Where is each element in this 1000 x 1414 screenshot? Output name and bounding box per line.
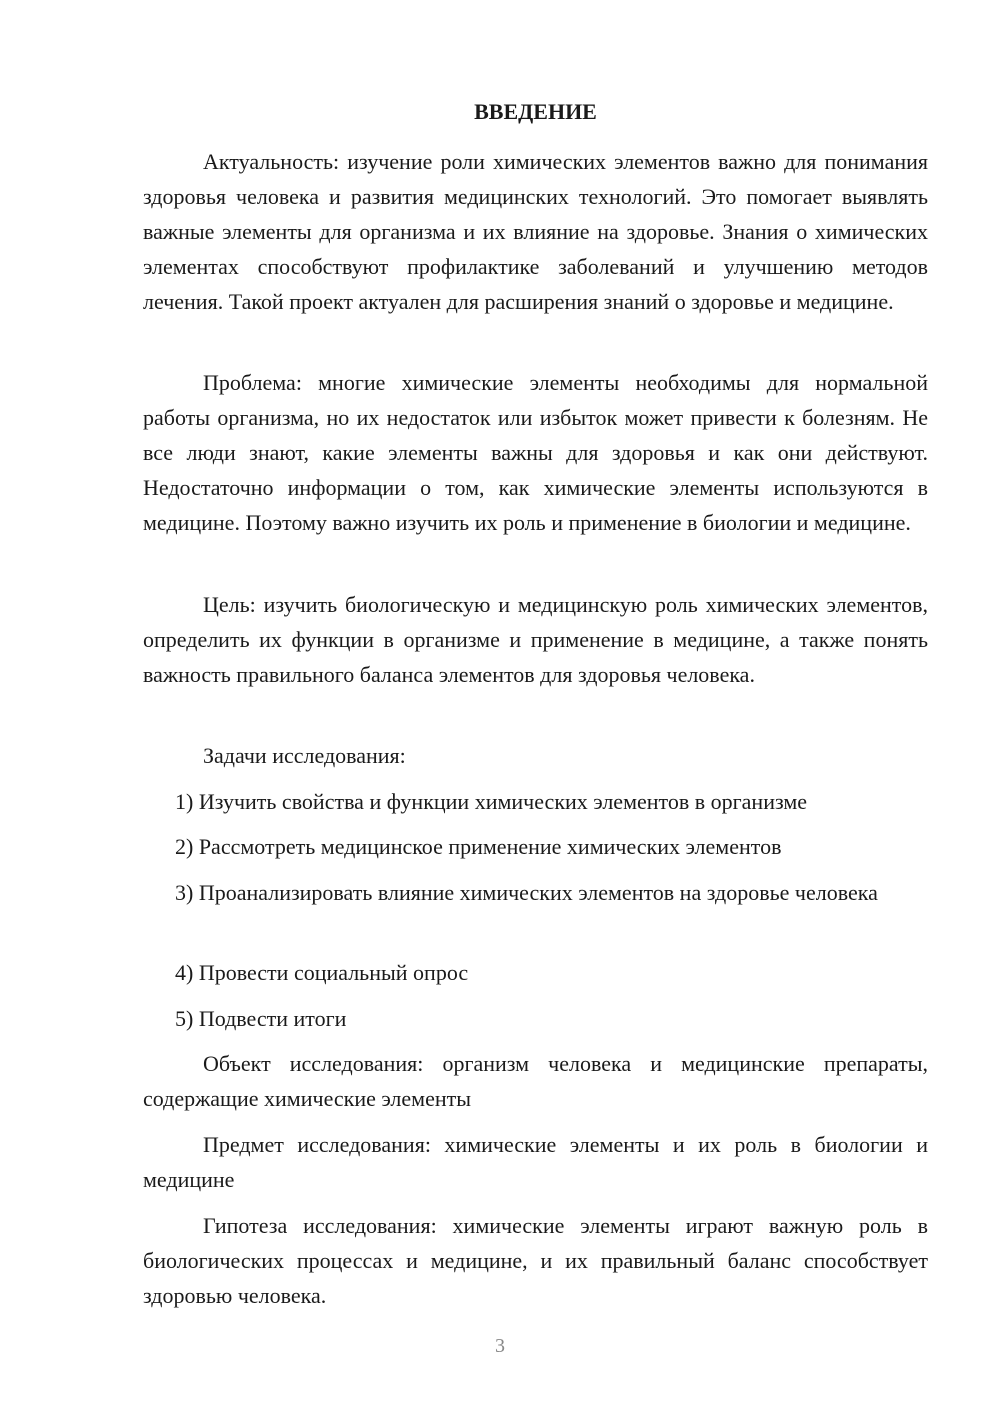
task-item: 3) Проанализировать влияние химических элементов на здоровье человека xyxy=(175,880,878,905)
paragraph-hypothesis: Гипотеза исследования: химические элементы играют важную роль в биологических процессах и медицине, и их правильный баланс способствует здоровью человека. xyxy=(143,1213,928,1308)
task-item: 5) Подвести итоги xyxy=(175,1006,347,1031)
paragraph-subject: Предмет исследования: химические элементы и их роль в биологии и медицине xyxy=(143,1132,928,1192)
task-item: 2) Рассмотреть медицинское применение химических элементов xyxy=(175,834,782,859)
page-title: ВВЕДЕНИЕ xyxy=(474,99,597,124)
paragraph-relevance: Актуальность: изучение роли химических элементов важно для понимания здоровья человека и развития медицинских технологий. Это помогает выявлять важные элементы для организма и их влияние на здоровье. Знания о химических элементах способствуют профилактике заболеваний и улучшению методов лечения. Такой проект актуален для расширения знаний о здоровье и медицине. xyxy=(143,149,928,314)
task-item: 1) Изучить свойства и функции химических элементов в организме xyxy=(175,789,808,814)
paragraph-goal: Цель: изучить биологическую и медицинскую роль химических элементов, определить их функции в организме и применение в медицине, а также понять важность правильного баланса элементов для здоровья человека. xyxy=(143,592,928,687)
tasks-heading: Задачи исследования: xyxy=(203,743,406,768)
page-number: 3 xyxy=(495,1335,505,1357)
task-item: 4) Провести социальный опрос xyxy=(175,960,469,985)
paragraph-problem: Проблема: многие химические элементы необходимы для нормальной работы организма, но их недостаток или избыток может привести к болезням. Не все люди знают, какие элементы важны для здоровья и как они действуют. Недостаточно информации о том, как химические элементы используются в медицине. Поэтому важно изучить их роль и применение в биологии и медицине. xyxy=(143,370,928,535)
paragraph-object: Объект исследования: организм человека и медицинские препараты, содержащие химические элементы xyxy=(143,1051,928,1111)
